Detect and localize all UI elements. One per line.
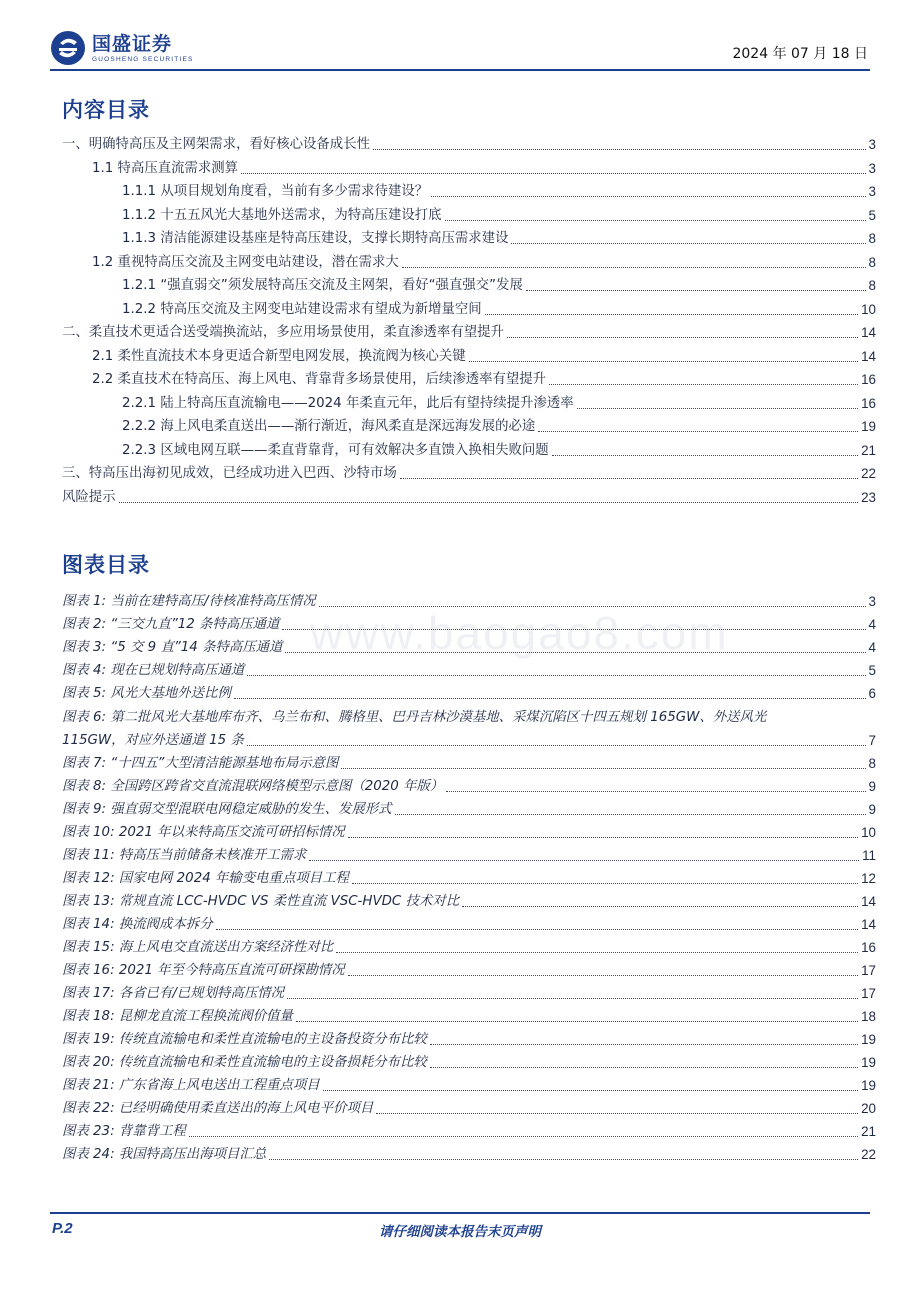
figure-entry[interactable] [62,891,876,913]
figure-entry-page: 9 [868,779,876,794]
leader-dots [400,478,858,479]
figure-entry[interactable] [62,845,876,867]
toc-entry-page: 16 [861,395,876,411]
figure-entry-label: 图表 23: 背靠背工程 [62,1124,186,1139]
leader-dots [395,814,866,815]
figure-entry-page: 4 [868,617,876,632]
toc-entry-label: 2.2.3 区域电网互联——柔直背靠背，可有效解决多直馈入换相失败问题 [122,442,549,458]
leader-dots [341,768,865,769]
header-divider [50,69,870,71]
leader-dots [247,745,866,746]
toc-entry-label: 三、特高压出海初见成效，已经成功进入巴西、沙特市场 [62,466,397,481]
toc-entry-label: 一、明确特高压及主网架需求，看好核心设备成长性 [62,137,370,152]
leader-dots [462,906,858,907]
toc-entry[interactable] [62,393,876,415]
figure-entry[interactable] [62,660,876,682]
figure-entry-page: 14 [861,894,876,909]
toc-entry[interactable] [62,369,876,391]
toc-entry-page: 14 [861,325,876,340]
figure-entry-page: 21 [861,1124,876,1139]
figure-entry-label: 图表 3: “5 交 9 直”14 条特高压通道 [62,640,283,655]
leader-dots [269,1159,858,1160]
leader-dots [577,408,858,409]
figure-entry[interactable] [62,1098,876,1120]
toc-entry[interactable] [62,181,876,203]
figure-entry-page: 6 [868,686,876,701]
leader-dots [430,1044,858,1045]
figure-entry-label-cont: 115GW，对应外送通道 15 条 [62,733,244,748]
leader-dots [538,431,858,432]
toc-entry-label: 二、柔直技术更适合送受端换流站，多应用场景使用，柔直渗透率有望提升 [62,325,504,340]
leader-dots [376,1113,858,1114]
leader-dots [431,196,865,197]
toc-entry[interactable] [62,205,876,227]
toc-entry[interactable] [62,463,876,485]
figure-entry-label: 图表 1: 当前在建特高压/待核准特高压情况 [62,594,316,609]
report-date: 2024 年 07 月 18 日 [732,46,868,62]
company-logo [50,28,194,68]
toc-entry-page: 23 [861,489,876,505]
leader-dots [189,1136,858,1137]
figure-entry[interactable] [62,1075,876,1097]
toc-entry-page: 8 [868,254,876,270]
figure-entry[interactable] [62,914,876,936]
figure-entry-page: 9 [868,802,876,817]
figure-entry[interactable] [62,799,876,821]
figure-entry[interactable] [62,1052,876,1074]
figures-title: 图表目录 [62,553,150,577]
figure-entry-label: 图表 19: 传统直流输电和柔性直流输电的主设备投资分布比较 [62,1032,427,1047]
figure-entry-label: 图表 21: 广东省海上风电送出工程重点项目 [62,1078,320,1093]
logo-name-cn: 国盛证券 [92,32,173,55]
leader-dots [336,952,858,953]
figure-entry-label: 图表 2: “三交九直”12 条特高压通道 [62,617,280,632]
leader-dots [445,220,866,221]
toc-entry-label: 2.2 柔直技术在特高压、海上风电、背靠背多场景使用，后续渗透率有望提升 [92,372,547,387]
footer-divider [50,1212,870,1214]
toc-entry[interactable] [62,346,876,368]
toc-entry-label: 1.1.1 从项目规划角度看，当前有多少需求待建设？ [122,184,429,199]
toc-entry[interactable] [62,416,876,438]
toc-entry[interactable] [62,322,876,344]
figure-entry-page: 19 [861,1078,876,1093]
page-number: P.2 [52,1220,73,1237]
leader-dots [241,173,865,174]
toc-entry[interactable] [62,299,876,321]
leader-dots [402,267,866,268]
disclaimer-note: 请仔细阅读本报告末页声明 [379,1224,541,1240]
toc-entry-page: 14 [861,348,876,364]
figure-entry-page: 19 [861,1055,876,1070]
toc-entry-label: 1.2.2 特高压交流及主网变电站建设需求有望成为新增量空间 [122,301,482,317]
leader-dots [511,243,865,244]
figure-entry[interactable] [62,868,876,890]
figure-entry[interactable] [62,753,876,775]
toc-entry-page: 5 [868,207,876,223]
figure-entry-page: 17 [861,963,876,978]
toc-entry[interactable] [62,487,876,509]
guosheng-logo-icon [50,30,86,66]
leader-dots [526,290,866,291]
leader-dots [247,675,865,676]
figure-entry-page: 17 [861,986,876,1001]
leader-dots [309,860,859,861]
toc-entry-page: 21 [861,442,876,458]
figure-entry[interactable] [62,683,876,705]
toc-entry-page: 3 [868,160,876,176]
toc-entry-label: 1.2 重视特高压交流及主网变电站建设，潜在需求大 [92,254,399,270]
leader-dots [348,837,858,838]
toc-entry-label: 1.1.3 清洁能源建设基座是特高压建设，支撑长期特高压需求建设 [122,231,509,246]
figure-entry-label: 图表 15: 海上风电交直流送出方案经济性对比 [62,940,334,955]
figure-entry-page: 14 [861,917,876,932]
leader-dots [319,606,866,607]
figure-entry-label: 图表 9: 强直弱交型混联电网稳定威胁的发生、发展形式 [62,802,392,817]
figure-entry[interactable] [62,960,876,982]
leader-dots [323,1090,858,1091]
toc-title: 内容目录 [62,98,150,122]
toc-entry-page: 8 [868,231,876,246]
figure-entry-label: 图表 13: 常规直流 LCC-HVDC VS 柔性直流 VSC-HVDC 技术对比 [62,894,460,909]
figure-entry-page: 10 [861,825,876,840]
toc-entry-label: 风险提示 [62,489,116,505]
leader-dots [285,652,865,653]
figure-entry-label: 图表 20: 传统直流输电和柔性直流输电的主设备损耗分布比较 [62,1055,427,1070]
figure-entry[interactable] [62,591,876,613]
toc-entry-label: 1.1 特高压直流需求测算 [92,160,239,176]
figure-entry-label: 图表 18: 昆柳龙直流工程换流阀价值量 [62,1009,293,1024]
leader-dots [348,975,858,976]
toc-entry[interactable] [62,275,876,297]
leader-dots [446,791,865,792]
figure-entry-label: 图表 14: 换流阀成本拆分 [62,917,213,932]
leader-dots [469,361,858,362]
toc-entry[interactable] [62,158,876,180]
toc-entry-label: 2.2.2 海上风电柔直送出——渐行渐近，海风柔直是深远海发展的必途 [122,419,536,434]
figure-entry[interactable] [62,1121,876,1143]
toc-entry-page: 19 [861,419,876,434]
toc-entry-page: 10 [861,301,876,317]
toc-entry-page: 3 [868,137,876,152]
leader-dots [234,698,866,699]
figure-entry-page: 22 [861,1147,876,1162]
toc-entry-label: 1.2.1 “强直弱交”须发展特高压交流及主网架，看好“强直强交”发展 [122,278,523,293]
figure-entry-page: 12 [861,871,876,886]
leader-dots [216,929,859,930]
figure-entry[interactable] [62,1029,876,1051]
toc-entry[interactable] [62,228,876,250]
toc-entry[interactable] [62,134,876,156]
figure-entry-page: 20 [861,1101,876,1116]
figure-entry-label: 图表 22: 已经明确使用柔直送出的海上风电平价项目 [62,1101,374,1116]
toc-entry-page: 3 [868,184,876,199]
leader-dots [485,314,858,315]
toc-entry-label: 1.1.2 十五五风光大基地外送需求，为特高压建设打底 [122,207,442,223]
figure-entry[interactable] [62,1006,876,1028]
figure-entry-page: 3 [868,594,876,609]
figure-entry-wrapped[interactable] [62,706,876,752]
leader-dots [296,1021,858,1022]
leader-dots [549,384,858,385]
toc-entry-page: 8 [868,278,876,293]
figure-entry-label: 图表 12: 国家电网 2024 年输变电重点项目工程 [62,871,349,886]
figure-entry[interactable] [62,937,876,959]
figure-entry-label: 图表 10: 2021 年以来特高压交流可研招标情况 [62,825,345,840]
figure-entry-page: 7 [868,733,876,748]
figure-entry-label: 图表 24: 我国特高压出海项目汇总 [62,1147,267,1162]
figure-entry[interactable] [62,983,876,1005]
figure-entry-label: 图表 8: 全国跨区跨省交直流混联网络模型示意图（2020 年版） [62,779,444,794]
figure-entry-label: 图表 11: 特高压当前储备未核准开工需求 [62,848,307,863]
leader-dots [119,502,859,503]
leader-dots [352,883,858,884]
leader-dots [507,337,858,338]
figure-entry-page: 4 [868,640,876,655]
toc-entry[interactable] [62,252,876,274]
figure-entry-label: 图表 17: 各省已有/已规划特高压情况 [62,986,285,1001]
toc-entry[interactable] [62,440,876,462]
figure-entry[interactable] [62,614,876,636]
figure-entry-page: 16 [861,940,876,955]
figure-entry-page: 18 [861,1009,876,1024]
leader-dots [287,998,858,999]
leader-dots [552,455,858,456]
figure-entry[interactable] [62,776,876,798]
figure-entry-page: 19 [861,1032,876,1047]
leader-dots [373,149,866,150]
toc-entry-label: 2.2.1 陆上特高压直流输电——2024 年柔直元年，此后有望持续提升渗透率 [122,395,574,411]
figure-entry[interactable] [62,1144,876,1166]
figure-entry-page: 5 [868,663,876,678]
figure-entry-label: 图表 16: 2021 年至今特高压直流可研探勘情况 [62,963,345,978]
toc-entry-page: 16 [861,372,876,387]
figure-entry-label: 图表 6: 第二批风光大基地库布齐、乌兰布和、腾格里、巴丹吉林沙漠基地、采煤沉陷区十四五规划 165GW、外送风光 [62,710,767,725]
figure-entry-label: 图表 5: 风光大基地外送比例 [62,686,231,701]
page-header [50,26,870,70]
figure-entry[interactable] [62,822,876,844]
logo-name-en: GUOSHENG SECURITIES [92,55,194,63]
watermark: www.baogao8.com [310,607,729,659]
figure-entry-label: 图表 4: 现在已规划特高压通道 [62,663,245,678]
figure-entry[interactable] [62,637,876,659]
figure-entry-label: 图表 7: “十四五”大型清洁能源基地布局示意图 [62,756,339,771]
leader-dots [430,1067,858,1068]
figure-entry-page: 8 [868,756,876,771]
toc-entry-label: 2.1 柔性直流技术本身更适合新型电网发展，换流阀为核心关键 [92,348,466,364]
leader-dots [282,629,865,630]
figure-entry-page: 11 [862,848,876,863]
toc-entry-page: 22 [861,466,876,481]
